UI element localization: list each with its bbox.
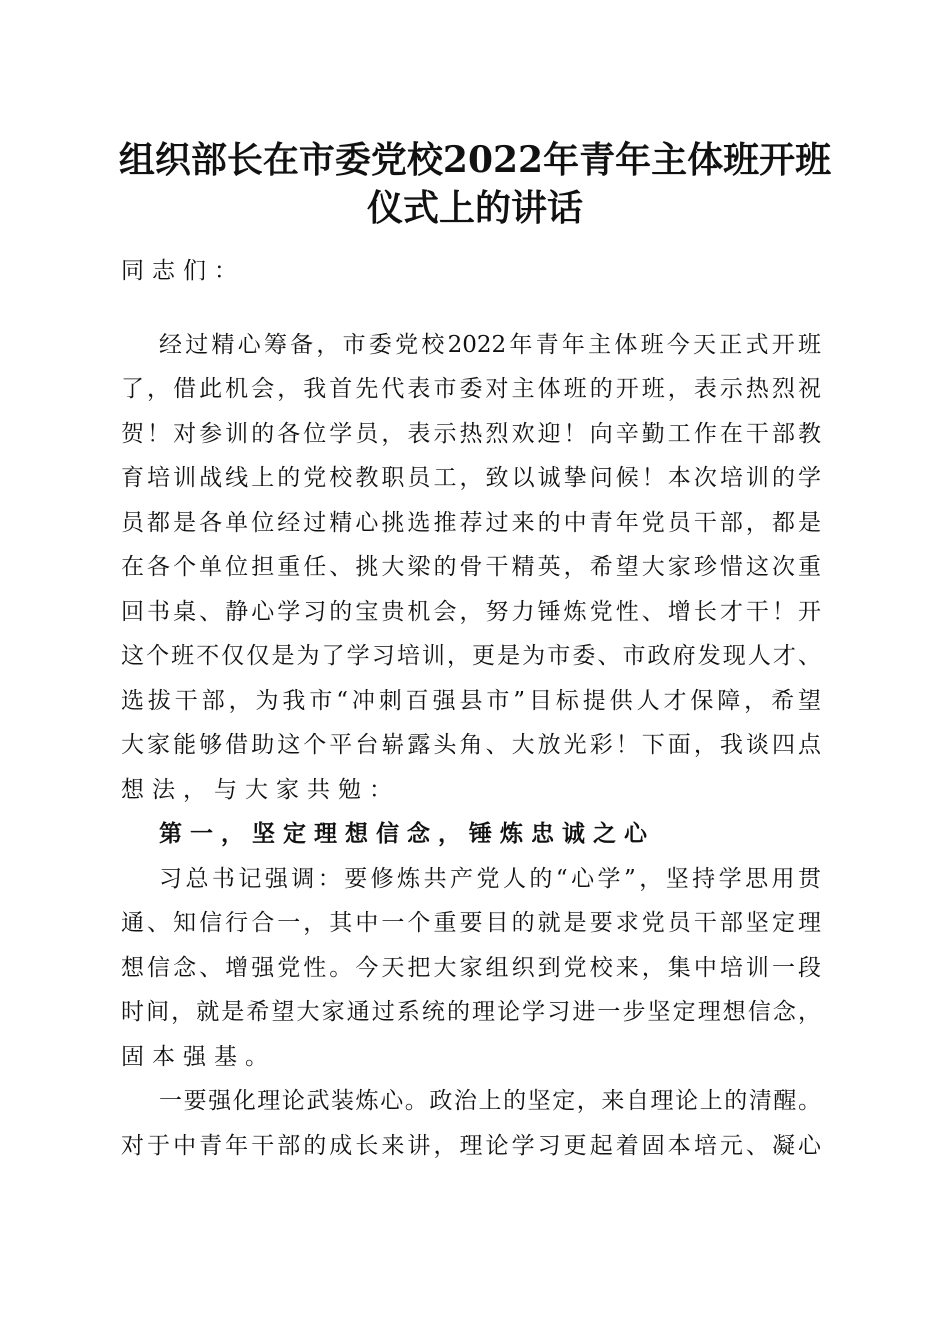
text-line: 时间，就是希望大家通过系统的理论学习进一步坚定理想信念， [121, 999, 821, 1025]
text-line: 通、知信行合一，其中一个重要目的就是要求党员干部坚定理 [121, 910, 821, 936]
salutation: 同志们： [121, 258, 245, 284]
text-line: 第一，坚定理想信念，锤炼忠诚之心 [159, 820, 655, 847]
paragraph [121, 1079, 821, 1168]
document-body [121, 249, 821, 1168]
text-line: 选拔干部，为我市“冲刺百强县市”目标提供人才保障，希望 [121, 687, 821, 714]
text-line: 员都是各单位经过精心挑选推荐过来的中青年党员干部，都是 [121, 509, 821, 536]
title-line-2: 仪式上的讲话 [366, 187, 583, 229]
text-line: 这个班不仅仅是为了学习培训，更是为市委、市政府发现人才、 [121, 643, 821, 669]
text-line: 对于中青年干部的成长来讲，理论学习更起着固本培元、凝心 [121, 1132, 821, 1159]
paragraph [121, 857, 821, 1080]
spacer [121, 294, 821, 323]
paragraph [121, 323, 821, 813]
text-line: 了，借此机会，我首先代表市委对主体班的开班，表示热烈祝 [121, 376, 821, 402]
text-line: 在各个单位担重任、挑大梁的骨干精英，希望大家珍惜这次重 [121, 554, 821, 580]
text-line: 一要强化理论武装炼心。政治上的坚定，来自理论上的清醒。 [159, 1088, 821, 1114]
section-heading [121, 812, 821, 857]
title-line-1: 组织部长在市委党校2022年青年主体班开班 [118, 139, 832, 181]
text-line: 习总书记强调：要修炼共产党人的“心学”，坚持学思用贯 [159, 865, 821, 892]
text-line: 育培训战线上的党校教职员工，致以诚挚问候！本次培训的学 [121, 465, 821, 491]
document-title [110, 136, 840, 232]
text-line: 大家能够借助这个平台崭露头角、大放光彩！下面，我谈四点 [121, 732, 821, 758]
text-line: 想信念、增强党性。今天把大家组织到党校来，集中培训一段 [121, 954, 821, 981]
text-line: 回书桌、静心学习的宝贵机会，努力锤炼党性、增长才干！开 [121, 598, 821, 625]
text-line: 固本强基。 [121, 1043, 276, 1070]
text-line: 经过精心筹备，市委党校2022年青年主体班今天正式开班 [159, 331, 821, 358]
text-line: 想法，与大家共勉： [121, 776, 400, 803]
text-line: 贺！对参训的各位学员，表示热烈欢迎！向辛勤工作在干部教 [121, 420, 821, 447]
